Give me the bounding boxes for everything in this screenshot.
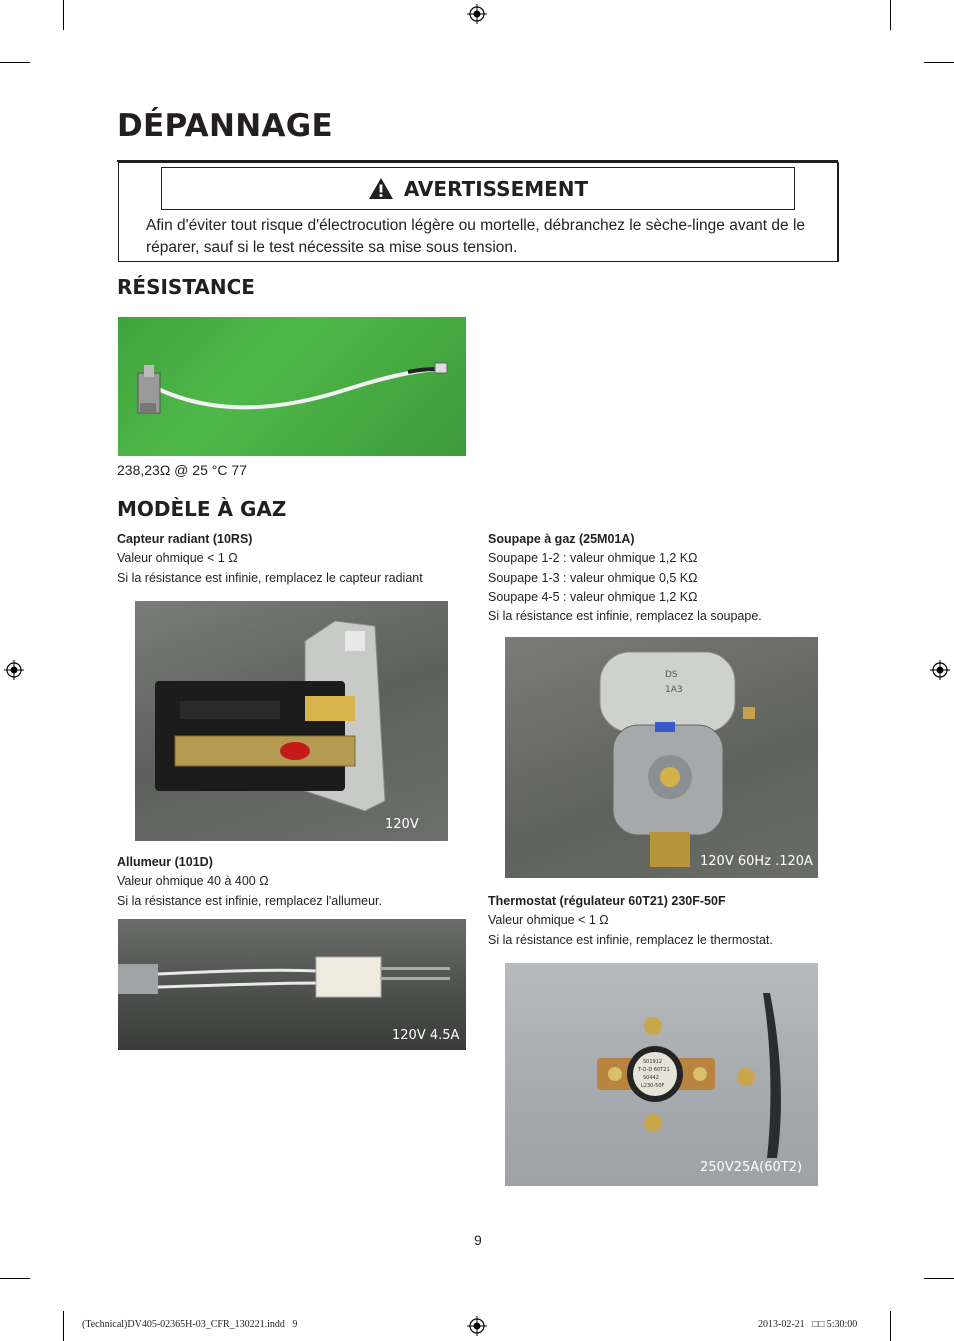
gas-valve-block: [488, 530, 848, 626]
crop-mark: [890, 1311, 891, 1341]
igniter-photo-label: 120V 4.5A: [392, 1028, 460, 1043]
section-heading-gas-model: MODÈLE À GAZ: [117, 497, 287, 521]
gas-valve-photo-text: 1A3: [665, 685, 683, 695]
footer-date: 2013-02-21 □□ 5:30:00: [758, 1319, 858, 1330]
gas-valve-line: Soupape 1-3 : valeur ohmique 0,5 KΩ: [488, 570, 698, 585]
thermostat-disc-text: T-O-D 60T21: [638, 1067, 670, 1073]
crop-mark: [924, 62, 954, 63]
crop-mark: [0, 1278, 30, 1279]
page-title: DÉPANNAGE: [117, 108, 333, 144]
igniter-title: Allumeur (101D): [117, 855, 213, 869]
radiant-sensor-title: Capteur radiant (10RS): [117, 532, 253, 546]
igniter-photo: [118, 919, 466, 1050]
gas-valve-photo-label: 120V 60Hz .120A: [700, 854, 813, 869]
footer-file: (Technical)DV405-02365H-03_CFR_130221.indd 9: [82, 1319, 298, 1330]
gas-valve-line: Si la résistance est infinie, remplacez la soupape.: [488, 609, 762, 624]
page-number: 9: [474, 1232, 482, 1248]
registration-mark-icon: [930, 660, 950, 680]
gas-valve-line: Soupape 1-2 : valeur ohmique 1,2 KΩ: [488, 551, 698, 566]
crop-mark: [924, 1278, 954, 1279]
thermostat-disc-text: S0442: [643, 1075, 659, 1081]
warning-label: AVERTISSEMENT: [403, 176, 589, 201]
thermostat-photo: [505, 963, 818, 1186]
thermostat-title: Thermostat (régulateur 60T21) 230F-50F: [488, 894, 726, 908]
resistance-photo: [118, 317, 466, 456]
gas-valve-photo: [505, 637, 818, 878]
thermostat-line: Valeur ohmique < 1 Ω: [488, 913, 609, 928]
gas-valve-title: Soupape à gaz (25M01A): [488, 532, 635, 546]
thermostat-disc-text: S01912: [643, 1059, 663, 1065]
radiant-sensor-line: Si la résistance est infinie, remplacez le capteur radiant: [117, 570, 423, 585]
warning-triangle-icon: [368, 177, 394, 200]
radiant-sensor-illustration: [135, 601, 448, 841]
registration-mark-icon: [4, 660, 24, 680]
igniter-line: Valeur ohmique 40 à 400 Ω: [117, 874, 269, 889]
registration-mark-icon: [467, 1316, 487, 1336]
thermostat-block: [488, 892, 848, 950]
gas-valve-line: Soupape 4-5 : valeur ohmique 1,2 KΩ: [488, 589, 698, 604]
igniter-block: [117, 853, 457, 911]
warning-text: Afin d'éviter tout risque d'électrocution légère ou mortelle, débranchez le sèche-linge avant de le réparer, sauf si le test nécessite sa mise sous tension.: [146, 217, 806, 256]
warning-box: [118, 162, 839, 262]
thermostat-disc-text: L230-50F: [641, 1083, 665, 1089]
gas-valve-illustration: [505, 637, 818, 878]
thermostat-illustration: [505, 963, 818, 1186]
crop-mark: [63, 1311, 64, 1341]
resistance-part-illustration: [118, 317, 466, 456]
radiant-sensor-block: [117, 530, 457, 588]
thermostat-photo-label: 250V25A(60T2): [700, 1160, 803, 1175]
gas-valve-photo-text: DS: [665, 670, 678, 680]
crop-mark: [0, 62, 30, 63]
resistance-caption: 238,23Ω @ 25 °C 77: [117, 462, 247, 478]
radiant-sensor-photo: [135, 601, 448, 841]
igniter-line: Si la résistance est infinie, remplacez l'allumeur.: [117, 893, 383, 908]
radiant-sensor-line: Valeur ohmique < 1 Ω: [117, 551, 238, 566]
warning-header: [161, 167, 795, 210]
crop-mark: [63, 0, 64, 30]
section-heading-resistance: RÉSISTANCE: [117, 275, 255, 299]
radiant-sensor-photo-label: 120V: [385, 817, 419, 832]
registration-mark-icon: [467, 4, 487, 24]
crop-mark: [890, 0, 891, 30]
thermostat-line: Si la résistance est infinie, remplacez le thermostat.: [488, 932, 773, 947]
